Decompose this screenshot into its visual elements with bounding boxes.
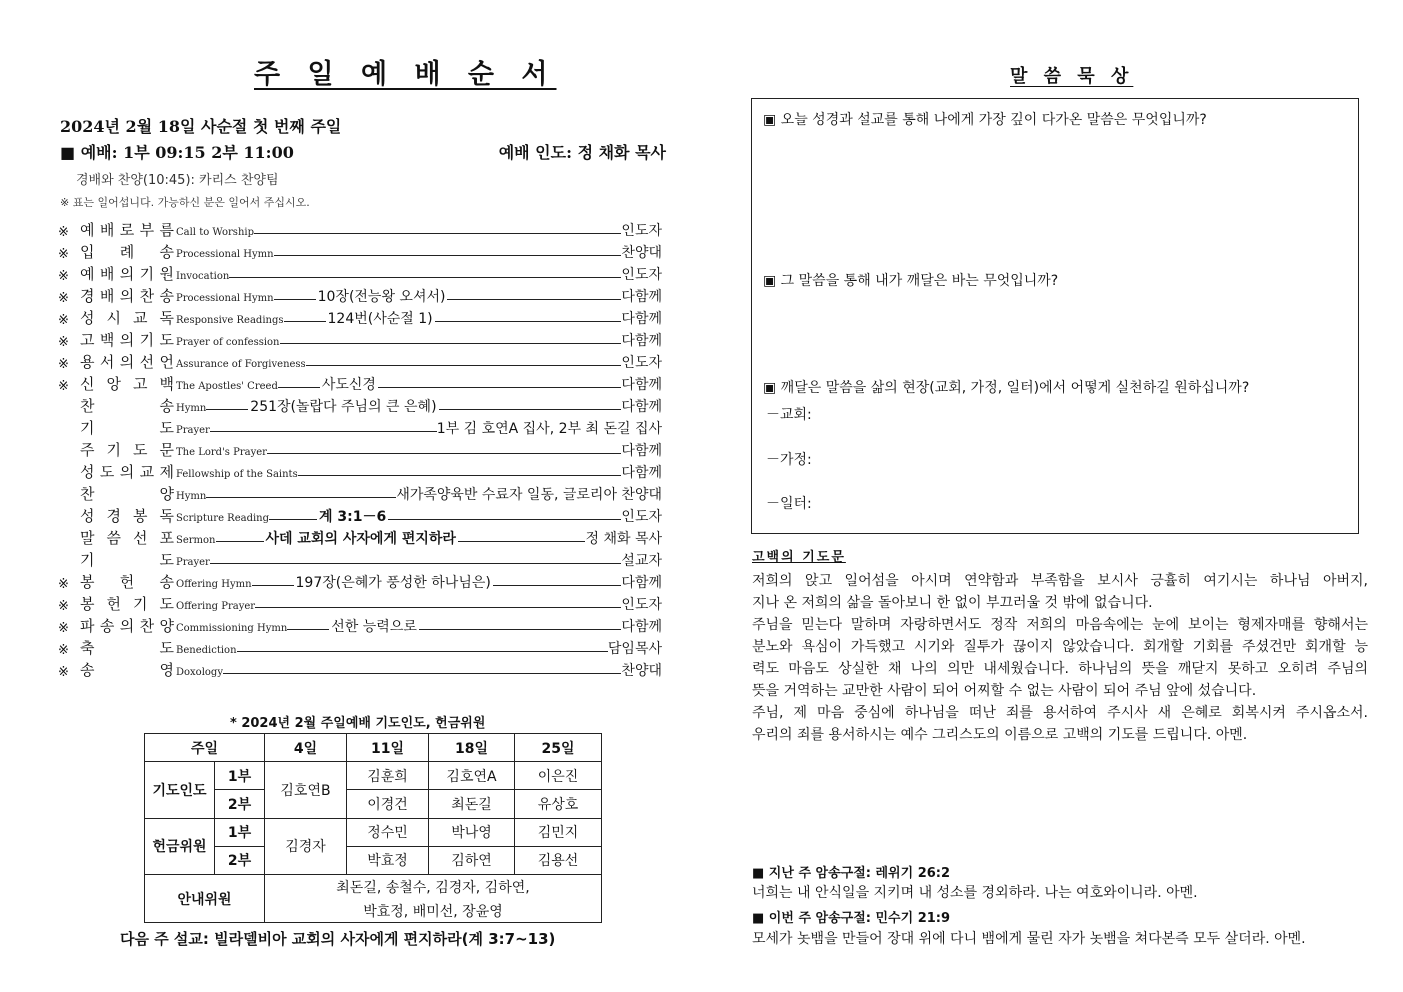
order-item-english: Invocation — [176, 271, 230, 282]
order-row — [58, 636, 662, 658]
header-cell: 25일 — [515, 734, 602, 762]
order-item-leader: 인도자 — [621, 223, 662, 239]
order-item-korean — [80, 461, 176, 482]
leader-rule — [210, 431, 437, 432]
order-item-korean — [80, 549, 176, 570]
order-item-char: 서 — [99, 353, 115, 371]
order-item-char: 교 — [139, 463, 155, 481]
leader-rule — [447, 299, 621, 300]
order-item-char: 앙 — [106, 375, 121, 393]
table-cell: 김호연B — [265, 762, 347, 818]
order-item-leader: 다함께 — [621, 619, 662, 635]
order-row — [58, 504, 662, 526]
confession-line: 분노와 욕심이 가득했고 시기와 질투가 끊이지 않았습니다. 회개할 기회를 주셨건만 회개할 능 — [752, 639, 1368, 655]
stand-mark: ※ — [58, 665, 69, 680]
order-item-char: 입 — [80, 243, 95, 261]
order-item-korean — [80, 593, 176, 614]
order-item-korean — [80, 307, 176, 328]
order-item-korean — [80, 527, 176, 548]
order-item-leader: 1부 김 호연A 집사, 2부 최 돈길 집사 — [436, 421, 662, 437]
row-label: 안내위원 — [145, 875, 265, 923]
order-item-char: 선 — [139, 353, 155, 371]
meditation-title: 말 씀 묵 상 — [1010, 66, 1134, 87]
page-title: 주 일 예 배 순 서 — [254, 59, 557, 90]
order-item-char: 양 — [159, 485, 174, 503]
leader-rule — [210, 563, 622, 564]
leader-rule — [493, 585, 622, 586]
service-date: 2024년 2월 18일 사순절 첫 번째 주일 — [60, 117, 342, 136]
order-item-char: 성 — [80, 507, 95, 525]
order-item-char: 찬 — [139, 617, 155, 635]
order-item-korean — [80, 571, 176, 592]
order-item-detail: 10장(전능왕 오셔서) — [317, 289, 446, 305]
stand-mark: ※ — [58, 577, 69, 592]
order-item-leader: 담임목사 — [607, 641, 662, 657]
order-item-english: Doxology — [176, 667, 223, 678]
order-item-korean — [80, 263, 176, 284]
confession-line: 뜻을 거역하는 교만한 사람이 되어 어찌할 수 없는 사람이 되어 주님 앞에 섰습니다. — [752, 683, 1257, 699]
stand-mark: ※ — [58, 247, 69, 262]
table-cell: 박효정 — [347, 846, 429, 874]
this-week-verse: 모세가 놋뱀을 만들어 장대 위에 다니 뱀에게 물린 자가 놋뱀을 쳐다본즉 모두 살더라. 아멘. — [752, 931, 1306, 947]
part-label: 1부 — [215, 762, 265, 790]
leader-rule — [287, 629, 329, 630]
next-sermon: 다음 주 설교: 빌라델비아 교회의 사자에게 편지하라(계 3:7~13) — [120, 930, 556, 948]
stand-mark: ※ — [58, 313, 69, 328]
order-item-english: Benediction — [176, 645, 237, 656]
order-item-char: 름 — [159, 221, 174, 239]
order-item-english: Hymn — [176, 403, 207, 414]
order-item-char: 의 — [119, 265, 135, 283]
order-item-char: 도 — [159, 595, 174, 613]
table-row — [145, 818, 602, 846]
leader-rule — [237, 651, 608, 652]
order-item-char: 도 — [133, 441, 148, 459]
order-item-char: 송 — [99, 617, 115, 635]
stand-mark: ※ — [58, 621, 69, 636]
question-1: ▣ 오늘 성경과 설교를 통해 나에게 가장 깊이 다가온 말씀은 무엇입니까? — [763, 112, 1207, 128]
leader-rule — [284, 321, 326, 322]
order-item-korean — [80, 505, 176, 526]
order-item-char: 기 — [106, 441, 121, 459]
order-item-leader: 다함께 — [621, 399, 662, 415]
order-item-detail: 251장(놀랍다 주님의 큰 은혜) — [250, 399, 437, 415]
order-item-korean — [80, 219, 176, 240]
order-item-char: 도 — [159, 331, 174, 349]
leader-rule — [280, 343, 622, 344]
order-item-char: 예 — [80, 221, 95, 239]
order-item-english: Assurance of Forgiveness — [176, 359, 306, 370]
order-item-leader: 다함께 — [621, 289, 662, 305]
question-2: ▣ 그 말씀을 통해 내가 깨달은 바는 무엇입니까? — [763, 273, 1059, 289]
order-row — [58, 526, 662, 548]
order-item-char: 도 — [159, 639, 174, 657]
order-item-korean — [80, 329, 176, 350]
order-item-leader: 인도자 — [621, 597, 662, 613]
order-item-char: 배 — [99, 221, 115, 239]
order-item-char: 봉 — [80, 595, 95, 613]
order-item-char: 양 — [159, 617, 174, 635]
ushers-cell — [265, 875, 602, 923]
order-item-char: 찬 — [80, 485, 95, 503]
order-item-korean — [80, 637, 176, 658]
leader-rule — [274, 255, 622, 256]
stand-mark: ※ — [58, 335, 69, 350]
order-item-korean — [80, 351, 176, 372]
order-item-leader: 다함께 — [621, 333, 662, 349]
header-cell: 11일 — [347, 734, 429, 762]
order-item-char: 송 — [80, 661, 95, 679]
order-row — [58, 482, 662, 504]
order-of-worship — [58, 218, 662, 680]
table-cell: 박나영 — [429, 818, 515, 846]
order-item-char: 용 — [80, 353, 95, 371]
order-item-char: 도 — [99, 463, 115, 481]
order-row — [58, 614, 662, 636]
leader-rule — [216, 541, 264, 542]
order-item-char: 의 — [119, 353, 135, 371]
leader-rule — [267, 453, 621, 454]
stand-mark: ※ — [58, 643, 69, 658]
worship-leader: 예배 인도: 정 채화 목사 — [498, 143, 666, 162]
order-item-char: 성 — [80, 309, 95, 327]
order-item-char: 봉 — [80, 573, 95, 591]
order-row — [58, 240, 662, 262]
order-item-detail: 197장(은혜가 풍성한 하나님은) — [295, 575, 491, 591]
order-item-korean — [80, 285, 176, 306]
part-label: 2부 — [215, 790, 265, 818]
order-item-english: Prayer — [176, 425, 210, 436]
order-item-korean — [80, 659, 176, 680]
confession-line: 력도 마음도 상실한 채 나의 의만 내세웠습니다. 하나님의 뜻을 깨닫지 못하고 오히려 주님의 — [752, 661, 1368, 677]
order-item-char: 찬 — [80, 397, 95, 415]
order-item-char: 봉 — [133, 507, 148, 525]
table-row — [145, 762, 602, 790]
order-item-char: 영 — [159, 661, 174, 679]
order-item-english: Fellowship of the Saints — [176, 469, 298, 480]
order-item-leader: 설교자 — [621, 553, 662, 569]
order-row — [58, 350, 662, 372]
leader-rule — [223, 673, 621, 674]
order-item-char: 경 — [80, 287, 95, 305]
stand-mark: ※ — [58, 599, 69, 614]
leader-rule — [378, 387, 621, 388]
order-row — [58, 438, 662, 460]
stand-mark: ※ — [58, 357, 69, 372]
order-item-char: 도 — [159, 551, 174, 569]
order-item-char: 독 — [159, 309, 174, 327]
confession-line: 주님, 제 마음 중심에 하나님을 떠난 죄를 용서하여 주시사 새 은혜로 회복시켜 주시옵소서. — [752, 705, 1368, 721]
order-row — [58, 416, 662, 438]
leader-rule — [306, 365, 622, 366]
part-label: 2부 — [215, 846, 265, 874]
stand-mark: ※ — [58, 269, 69, 284]
praise-info: 경배와 찬양(10:45): 카리스 찬양팀 — [76, 173, 279, 188]
table-cell: 이경건 — [347, 790, 429, 818]
meditation-box — [751, 98, 1359, 534]
home-label: －가정: — [766, 452, 812, 468]
order-item-english: Sermon — [176, 535, 216, 546]
leader-rule — [255, 607, 621, 608]
confession-line: 지나 온 저희의 삶을 돌아보니 한 없이 부끄러울 것 밖에 없습니다. — [752, 595, 1153, 611]
order-item-char: 송 — [159, 573, 174, 591]
order-item-char: 고 — [133, 375, 148, 393]
leader-rule — [206, 409, 248, 410]
order-item-detail: 선한 능력으로 — [331, 619, 417, 635]
order-item-char: 고 — [80, 331, 95, 349]
ushers-line: 박효정, 배미선, 장윤영 — [363, 903, 503, 920]
order-item-korean — [80, 439, 176, 460]
order-item-korean — [80, 483, 176, 504]
order-item-char: 례 — [119, 243, 135, 261]
order-item-char: 파 — [80, 617, 95, 635]
order-item-char: 성 — [80, 463, 95, 481]
order-item-korean — [80, 417, 176, 438]
table-cell: 정수민 — [347, 818, 429, 846]
order-item-english: Prayer — [176, 557, 210, 568]
leader-rule — [274, 299, 316, 300]
order-item-char: 배 — [99, 287, 115, 305]
order-item-char: 찬 — [139, 287, 155, 305]
leader-rule — [269, 519, 317, 520]
table-cell: 이은진 — [515, 762, 602, 790]
leader-rule — [252, 585, 294, 586]
order-item-english: Prayer of confession — [176, 337, 280, 348]
table-row — [145, 875, 602, 923]
order-row — [58, 394, 662, 416]
confession-line: 저희의 앉고 일어섬을 아시며 연약함과 부족함을 보시사 긍휼히 여기시는 하나님 아버지, — [752, 573, 1368, 589]
order-item-leader: 인도자 — [621, 267, 662, 283]
order-item-leader: 찬양대 — [621, 245, 662, 261]
order-item-korean — [80, 615, 176, 636]
schedule-table — [144, 733, 602, 923]
stand-mark: ※ — [58, 379, 69, 394]
table-cell: 김경자 — [265, 818, 347, 874]
service-times: ■ 예배: 1부 09:15 2부 11:00 — [60, 143, 294, 162]
order-item-leader: 다함께 — [621, 465, 662, 481]
confession-line: 우리의 죄를 용서하시는 예수 그리스도의 이름으로 고백의 기도를 드립니다. 아멘. — [752, 727, 1248, 743]
order-row — [58, 548, 662, 570]
order-row — [58, 262, 662, 284]
order-item-char: 교 — [133, 309, 148, 327]
order-item-char: 포 — [159, 529, 174, 547]
leader-rule — [254, 233, 621, 234]
order-row — [58, 592, 662, 614]
order-item-char: 도 — [159, 419, 174, 437]
order-item-char: 의 — [119, 617, 135, 635]
order-item-char: 송 — [159, 243, 174, 261]
order-item-char: 기 — [139, 265, 155, 283]
confession-body — [752, 570, 1368, 746]
order-item-english: Responsive Readings — [176, 315, 284, 326]
order-item-english: Processional Hymn — [176, 249, 274, 260]
order-item-leader: 다함께 — [621, 443, 662, 459]
leader-rule — [229, 277, 621, 278]
table-cell: 김훈희 — [347, 762, 429, 790]
order-item-detail: 사데 교회의 사자에게 편지하라 — [265, 531, 456, 547]
ushers-line: 최돈길, 송철수, 김경자, 김하연, — [336, 879, 530, 896]
order-item-english: Processional Hymn — [176, 293, 274, 304]
church-label: －교회: — [766, 407, 812, 423]
this-week-verse-heading: ■ 이번 주 암송구절: 민수기 21:9 — [752, 911, 951, 926]
order-row — [58, 306, 662, 328]
order-item-leader: 다함께 — [621, 575, 662, 591]
last-week-verse: 너희는 내 안식일을 지키며 내 성소를 경외하라. 나는 여호와이니라. 아멘. — [752, 885, 1198, 901]
order-item-char: 주 — [80, 441, 95, 459]
last-week-verse-heading: ■ 지난 주 암송구절: 레위기 26:2 — [752, 866, 951, 881]
leader-rule — [435, 321, 622, 322]
table-cell: 최돈길 — [429, 790, 515, 818]
order-item-korean — [80, 241, 176, 262]
stand-mark: ※ — [58, 225, 69, 240]
order-item-char: 신 — [80, 375, 95, 393]
order-item-char: 송 — [159, 287, 174, 305]
leader-rule — [439, 409, 622, 410]
order-item-char: 의 — [119, 331, 135, 349]
order-item-char: 문 — [159, 441, 174, 459]
order-item-leader: 인도자 — [621, 355, 662, 371]
work-label: －일터: — [766, 496, 812, 512]
order-item-char: 배 — [99, 265, 115, 283]
leader-rule — [298, 475, 622, 476]
order-item-english: Offering Prayer — [176, 601, 256, 612]
confession-title: 고백의 기도문 — [752, 550, 846, 565]
order-item-english: Scripture Reading — [176, 513, 270, 524]
order-item-char: 원 — [159, 265, 174, 283]
leader-rule — [458, 541, 586, 542]
order-item-char: 기 — [139, 331, 155, 349]
order-item-char: 말 — [80, 529, 95, 547]
order-item-char: 헌 — [119, 573, 135, 591]
table-cell: 유상호 — [515, 790, 602, 818]
order-item-leader: 다함께 — [621, 311, 662, 327]
header-cell: 18일 — [429, 734, 515, 762]
row-label: 헌금위원 — [145, 818, 215, 874]
order-row — [58, 284, 662, 306]
table-cell: 김호연A — [429, 762, 515, 790]
order-row — [58, 460, 662, 482]
stand-note: ※ 표는 일어섭니다. 가능하신 분은 일어서 주십시오. — [60, 196, 310, 209]
order-item-char: 의 — [119, 463, 135, 481]
question-3: ▣ 깨달은 말씀을 삶의 현장(교회, 가정, 일터)에서 어떻게 실천하길 원하십니까? — [763, 380, 1250, 396]
order-item-char: 시 — [106, 309, 121, 327]
order-item-english: The Apostles' Creed — [176, 381, 278, 392]
table-cell: 김민지 — [515, 818, 602, 846]
leader-rule — [388, 519, 621, 520]
schedule-title: * 2024년 2월 주일예배 기도인도, 헌금위원 — [230, 716, 486, 731]
order-item-char: 기 — [80, 419, 95, 437]
order-item-char: 선 — [133, 529, 148, 547]
order-item-char: 축 — [80, 639, 95, 657]
order-item-char: 경 — [106, 507, 121, 525]
order-row — [58, 570, 662, 592]
order-item-char: 송 — [159, 397, 174, 415]
order-item-leader: 새가족양육반 수료자 일동, 글로리아 찬양대 — [396, 487, 662, 503]
order-item-detail: 124번(사순절 1) — [327, 311, 433, 327]
order-item-char: 헌 — [106, 595, 121, 613]
order-item-korean — [80, 395, 176, 416]
order-item-char: 독 — [159, 507, 174, 525]
confession-line: 주님을 믿는다 말하며 자랑하면서도 정작 저희의 마음속에는 눈에 보이는 형제자매를 향해서는 — [752, 617, 1368, 633]
order-item-english: Call to Worship — [176, 227, 254, 238]
table-row — [145, 734, 602, 762]
order-item-char: 기 — [80, 551, 95, 569]
order-item-english: Commissioning Hymn — [176, 623, 288, 634]
order-item-char: 제 — [159, 463, 174, 481]
stand-mark: ※ — [58, 291, 69, 306]
order-row — [58, 218, 662, 240]
row-label: 기도인도 — [145, 762, 215, 818]
order-item-char: 백 — [99, 331, 115, 349]
order-item-char: 로 — [119, 221, 135, 239]
order-item-leader: 다함께 — [621, 377, 662, 393]
order-item-char: 부 — [139, 221, 155, 239]
order-item-char: 씀 — [106, 529, 121, 547]
part-label: 1부 — [215, 818, 265, 846]
order-item-char: 의 — [119, 287, 135, 305]
order-item-detail: 사도신경 — [321, 377, 376, 393]
order-item-english: Hymn — [176, 491, 207, 502]
order-item-english: The Lord's Prayer — [176, 447, 267, 458]
order-item-char: 백 — [159, 375, 174, 393]
order-row — [58, 658, 662, 680]
table-cell: 김용선 — [515, 846, 602, 874]
order-item-leader: 정 채화 목사 — [585, 531, 662, 547]
leader-rule — [278, 387, 320, 388]
order-item-char: 언 — [159, 353, 174, 371]
header-cell: 주일 — [145, 734, 265, 762]
order-row — [58, 328, 662, 350]
order-item-char: 기 — [133, 595, 148, 613]
order-item-leader: 인도자 — [621, 509, 662, 525]
order-item-korean — [80, 373, 176, 394]
order-item-english: Offering Hymn — [176, 579, 252, 590]
order-item-detail: 계 3:1－6 — [319, 509, 387, 525]
leader-rule — [206, 497, 396, 498]
order-item-leader: 찬양대 — [621, 663, 662, 679]
order-item-char: 예 — [80, 265, 95, 283]
leader-rule — [419, 629, 622, 630]
order-row — [58, 372, 662, 394]
table-cell: 김하연 — [429, 846, 515, 874]
header-cell: 4일 — [265, 734, 347, 762]
